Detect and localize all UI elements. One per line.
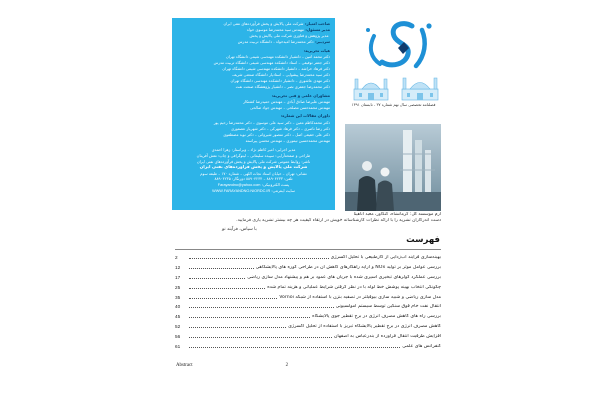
toc-leader-dots [189, 256, 329, 259]
publisher-line: ناشر: روابط عمومی شرکت ملی پالایش و پخش فرآورده‌های نفتی ایران [196, 158, 311, 164]
abstract-page: 2 [285, 363, 289, 368]
masthead-footer [177, 147, 330, 194]
issue-caption: فصلنامه تخصصی سال نهم شماره ۳۷ - تابستان ۱۳۹۱ [351, 102, 436, 107]
cover-photo [345, 124, 441, 211]
toc-leader-dots [189, 305, 334, 308]
toc-entry [175, 341, 441, 351]
cover-caption-line: دست اندرکاران نشریه را با ارائه نظرات کارشناسانه خویش در ارتقاء کیفیت هر چه بیشتر نشریه یاری فرمایید. [236, 218, 441, 223]
advisors-title: مشاوران علمی و فنی تحریریه: [271, 92, 330, 98]
website-line [177, 188, 330, 194]
toc-entry-page: 52 [175, 323, 181, 329]
reviewer-line: مهندس محمدحسین تیموری – مهندس محسن پیراسته [245, 137, 330, 143]
masthead-box [172, 18, 335, 210]
thanks-signature: با سپاس، فرآیند نو [222, 227, 257, 232]
editorial-board-title: هیات تحریریه: [303, 47, 330, 53]
toc-entry-title: بررسی راه های کاهش مصرف انرژی در برج تقطیر جوی پالایشگاه [312, 314, 441, 320]
masthead-label: سردبیر: [315, 39, 330, 45]
editorial-board-member: دکتر سید محمدرضا پیشوایی – استادیار دانشگاه صنعتی شریف [232, 72, 330, 78]
editorial-board-member: دکتر مهدی عاشوری – دانشیار دانشکده مهندسی دانشگاه تهران [230, 78, 330, 84]
company-name: شرکت ملی پالایش و پخش فرآورده‌های نفتی ایران [199, 164, 308, 170]
toc-entry [175, 282, 441, 292]
executive-line: مدیر اجرایی: امیر کاظم نژاد – ویراستار: زهرا احمدی [211, 146, 296, 152]
toc-title: فهرست [406, 235, 440, 245]
building-illustration-left [354, 79, 388, 100]
toc-entry-title: بررسی عملکرد کولرهای تبخیری اسپری شده با جریان های عمود بر هم و پیشنهاد مدل سازی ریاضی [247, 274, 441, 280]
masthead-text: مدیر پژوهش و فناوری شرکت ملی پالایش و پخش [249, 33, 329, 39]
reviewer-line: دکتر علی حقیقی اصل – دکتر منصور شیروانی – دکتر نوید مصطفوی [223, 131, 330, 137]
advisor-line: مهندس علیرضا صادق آبادی – مهندس حمیدرضا کشتکار [243, 98, 330, 104]
masthead-line [177, 39, 330, 45]
toc-entry-page: 12 [175, 265, 181, 271]
editorial-board-member: دکتر جعفر توفیقی – استاد دانشکده مهندسی شیمی دانشگاه تربیت مدرس [213, 59, 330, 65]
website-url: WWW.FARAYANDNO.NIORDC.IR [212, 189, 271, 194]
editorial-board-member: دکتر فرهاد خراشه – دانشیار دانشکده مهندسی شیمی دانشگاه تهران [222, 66, 330, 72]
toc-leader-dots [189, 335, 332, 338]
toc-entry-page: 25 [175, 284, 181, 290]
masthead-top-block [177, 21, 330, 45]
toc-entry-title: بهینه‌سازی فرایند آب‌زدایی از گازطبیعی با تحلیل اکسرژی [330, 255, 441, 261]
toc-entry-title: بررسی عوامل موثر بر تولید NOx و ارایه راهکارهای کاهش آن در طراحی کوره های پالایشگاهی [255, 265, 441, 271]
table-of-contents [175, 253, 441, 351]
reviewers-title: داوران مقالات این شماره: [280, 113, 330, 119]
editorial-board-block [177, 48, 330, 91]
toc-divider [175, 249, 441, 250]
toc-entry-title: مدل سازی ریاضی و شبیه سازی بیوفیلتر در تصفیه بنزن با استفاده از شبکه Vornoi [279, 294, 441, 300]
cover-caption-line: آرم موسسه کل: کرمانشاه، کنگاور، معبد آناهیتا [353, 212, 441, 217]
editorial-board-member: دکتر محمدرضا جعفری نصر – دانشیار پژوهشگاه صنعت نفت [235, 84, 330, 90]
toc-entry-title: کاهش مصرف انرژی در برج تقطیر پالایشگاه تبریز با استفاده از تحلیل اکسرژی [288, 323, 441, 329]
toc-leader-dots [189, 315, 310, 318]
toc-leader-dots [189, 345, 400, 348]
toc-entry [175, 273, 441, 283]
editorial-board-member: دکتر محمد امین – دانشیار دانشکده مهندسی شیمی دانشگاه تهران [225, 53, 330, 59]
toc-entry-title: انتقال نفت خام فوق سنگین توسط سیستم امولسیونی [335, 304, 441, 310]
phone-line: تلفن: ۸۸۹۰۴۲۳۳ – ۸۸۹۰۴۲۳۴ دورنگار: ۸۸۹۰۴۲۳۵ [214, 176, 293, 182]
masthead-label: مدیر مسئول: [305, 27, 330, 33]
toc-leader-dots [189, 286, 265, 289]
journal-logo [350, 18, 442, 74]
masthead-label: صاحب امتیاز: [304, 21, 330, 26]
toc-entry-title: چگونگی انتخاب بهینه پوشش خط لوله با در نظر گرفتن شرایط عملیاتی و هزینه تمام شده [267, 284, 441, 290]
toc-entry [175, 302, 441, 312]
toc-entry-page: 40 [175, 304, 181, 310]
toc-entry [175, 263, 441, 273]
masthead-text: شرکت ملی پالایش و پخش فرآورده‌های نفتی ایران [223, 21, 304, 26]
toc-entry-title: افزایش ظرفیت انتقال فرآورده از بندرعباس به اصفهان [333, 333, 441, 339]
building-illustrations [350, 75, 442, 101]
email-label: پست الکترونیکی: [261, 182, 290, 188]
masthead-text: دکتر محمدرضا امیدخواه - دانشگاه تربیت مدرس [237, 39, 314, 45]
reviewers-block [177, 113, 330, 143]
cover-caption [175, 212, 441, 224]
address-line: نشانی: تهران – خیابان استاد نجات اللهی – شماره ۱۷۰ – طبقه سوم [200, 170, 307, 176]
abstract-title: Abstract [176, 363, 193, 368]
masthead-text: مهندس سید محمدرضا موسوی خواه [246, 27, 304, 33]
toc-leader-dots [189, 276, 245, 279]
toc-leader-dots [189, 296, 277, 299]
toc-entry-page: 35 [175, 294, 181, 300]
toc-entry-page: 56 [175, 333, 181, 339]
toc-entry-title: کنفرانس های علمی [402, 343, 441, 349]
toc-entry [175, 322, 441, 332]
building-illustration-right [402, 78, 438, 100]
reviewer-line: دکتر رضا ناصری – دکتر فرهاد شهرکی – دکتر شهریار عصفوری [231, 125, 330, 131]
email-address: Farayandno@yahoo.com [217, 183, 261, 188]
website-label: سایت اینترنتی: [271, 188, 295, 194]
toc-entry [175, 331, 441, 341]
toc-entry [175, 312, 441, 322]
toc-leader-dots [189, 266, 254, 269]
toc-abstract-entry [176, 362, 288, 369]
toc-entry [175, 253, 441, 263]
reviewer-line: دکتر محمدکاظم معین – دکتر سید علی موسوی – دکتر محمدرضا رحیم پور [213, 119, 330, 125]
toc-entry-page: 17 [175, 274, 181, 280]
designer-line: طراحی و صفحه‌آرایی: سپیده سلیمانی – لیتوگرافی و چاپ: نقش آفرینان [196, 152, 311, 158]
toc-entry-page: 45 [175, 314, 181, 320]
toc-leader-dots [189, 325, 286, 328]
advisor-line: مهندس محمدحسن مصلحی – مهندس جواد صالحی [250, 105, 330, 110]
toc-entry [175, 292, 441, 302]
toc-entry-page: 2 [175, 255, 178, 261]
advisors-block [177, 93, 330, 111]
toc-entry-page: 61 [175, 343, 181, 349]
